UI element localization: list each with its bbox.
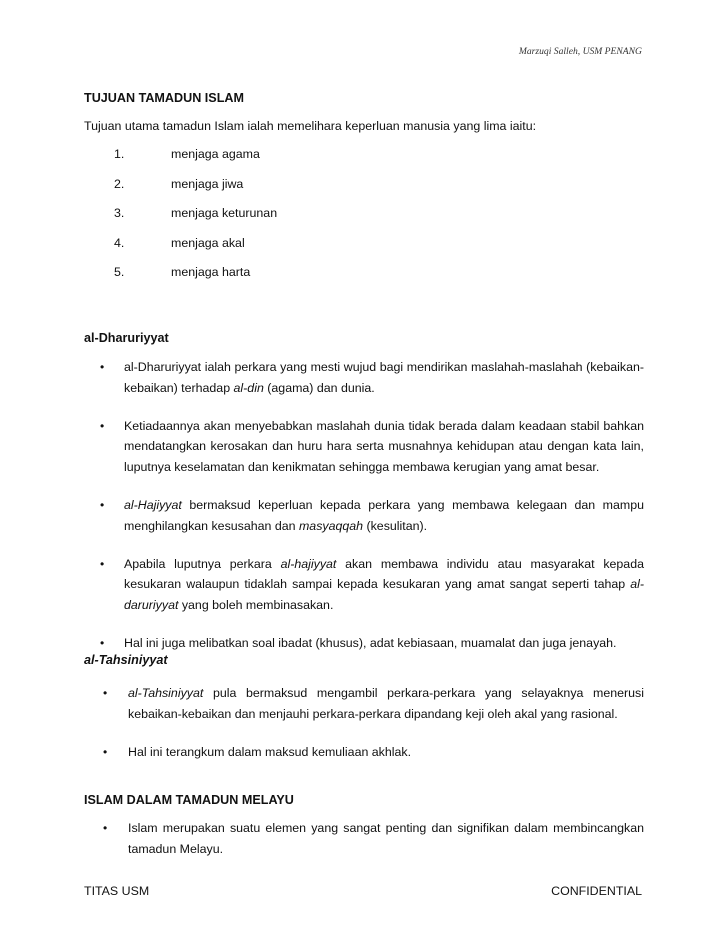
list-number: 5. (114, 265, 125, 280)
list-number: 4. (114, 235, 125, 250)
bullet-term: masyaqqah (298, 518, 364, 533)
bullet-text: Ketiadaannya akan menyebabkan maslahah dunia tidak berada dalam keadaan stabil bahkan mendatangkan kerosakan dan huru hara serta musnahnya kehidupan atau dengan kata lain, luputnya keselamatan dan kenikmatan sehingga membawa kerugian yang amat besar. (124, 418, 644, 475)
bullet-text: Apabila luputnya perkara (124, 556, 281, 571)
section-title-tujuan: TUJUAN TAMADUN ISLAM (84, 91, 244, 105)
list-text: menjaga jiwa (171, 176, 244, 191)
bullet-term: al-Hajiyyat (124, 497, 182, 512)
numbered-list (84, 145, 644, 293)
bullet-list-tahsiniyyat (84, 683, 644, 779)
bullet-dot-icon: • (103, 686, 108, 700)
bullet-item (84, 357, 644, 399)
section-title-tahsiniyyat: al-Tahsiniyyat (84, 653, 168, 667)
footer-right-label: CONFIDENTIAL (551, 884, 642, 898)
bullet-dot-icon: • (100, 556, 105, 571)
bullet-term: al-hajiyyat (280, 556, 337, 571)
section-intro: Tujuan utama tamadun Islam ialah memelihara keperluan manusia yang lima iaitu: (84, 119, 537, 133)
list-number: 1. (114, 147, 125, 161)
list-item (84, 175, 644, 205)
bullet-item (84, 633, 644, 654)
list-item (84, 204, 644, 234)
section-title-melayu: ISLAM DALAM TAMADUN MELAYU (84, 793, 294, 807)
bullet-text: al-Dharuriyyat ialah perkara yang mesti wujud bagi mendirikan maslahah-maslahah (kebaikan-kebaikan) terhadap (124, 360, 644, 395)
bullet-text: akan membawa individu atau masyarakat kepada kesukaran walaupun tidaklah sampai kepada kesukaran yang amat sangat seperti tahap (124, 556, 644, 592)
bullet-text: yang boleh membinasakan. (178, 598, 334, 613)
bullet-list-melayu (84, 818, 644, 877)
bullet-item (84, 683, 644, 725)
list-text: menjaga akal (171, 235, 245, 250)
list-item (84, 145, 644, 175)
footer-left-label: TITAS USM (84, 884, 150, 898)
bullet-item (84, 416, 644, 478)
list-number: 2. (114, 176, 125, 191)
header-author-note: Marzuqi Salleh, USM PENANG (518, 46, 642, 57)
bullet-dot-icon: • (100, 360, 105, 374)
list-item (84, 234, 644, 264)
bullet-text: bermaksud keperluan kepada perkara yang membawa kelegaan dan mampu menghilangkan kesusahan dan (124, 497, 644, 533)
bullet-item (84, 554, 644, 616)
bullet-text: (kesulitan). (363, 518, 428, 533)
bullet-text: Islam merupakan suatu elemen yang sangat penting dan signifikan dalam membincangkan tamadun Melayu. (128, 821, 644, 856)
bullet-item (84, 818, 644, 860)
list-item (84, 263, 644, 293)
bullet-dot-icon: • (103, 744, 108, 759)
bullet-item (84, 742, 644, 763)
list-text: menjaga keturunan (171, 206, 278, 221)
bullet-dot-icon: • (103, 821, 108, 835)
list-number: 3. (114, 206, 125, 221)
section-title-dharuriyyat: al-Dharuriyyat (84, 331, 169, 345)
bullet-text: pula bermaksud mengambil perkara-perkara yang selayaknya menerusi kebaikan-kebaikan dan menjauhi perkara-perkara dipandang keji oleh akal yang rasional. (128, 686, 644, 721)
list-text: menjaga agama (171, 147, 260, 161)
bullet-term: al-daruriyyat (124, 577, 644, 613)
list-text: menjaga harta (171, 265, 251, 280)
bullet-dot-icon: • (100, 497, 105, 512)
bullet-item (84, 495, 644, 537)
bullet-text: Hal ini terangkum dalam maksud kemuliaan akhlak. (128, 744, 412, 759)
bullet-term: al-Tahsiniyyat (128, 686, 204, 700)
bullet-text: Hal ini juga melibatkan soal ibadat (khusus), adat kebiasaan, muamalat dan juga jenayah. (124, 635, 617, 650)
bullet-term: al-din (233, 380, 264, 395)
bullet-dot-icon: • (100, 635, 105, 650)
bullet-dot-icon: • (100, 418, 105, 433)
bullet-text: (agama) dan dunia. (263, 380, 375, 395)
bullet-list-dharuriyyat (84, 357, 644, 671)
